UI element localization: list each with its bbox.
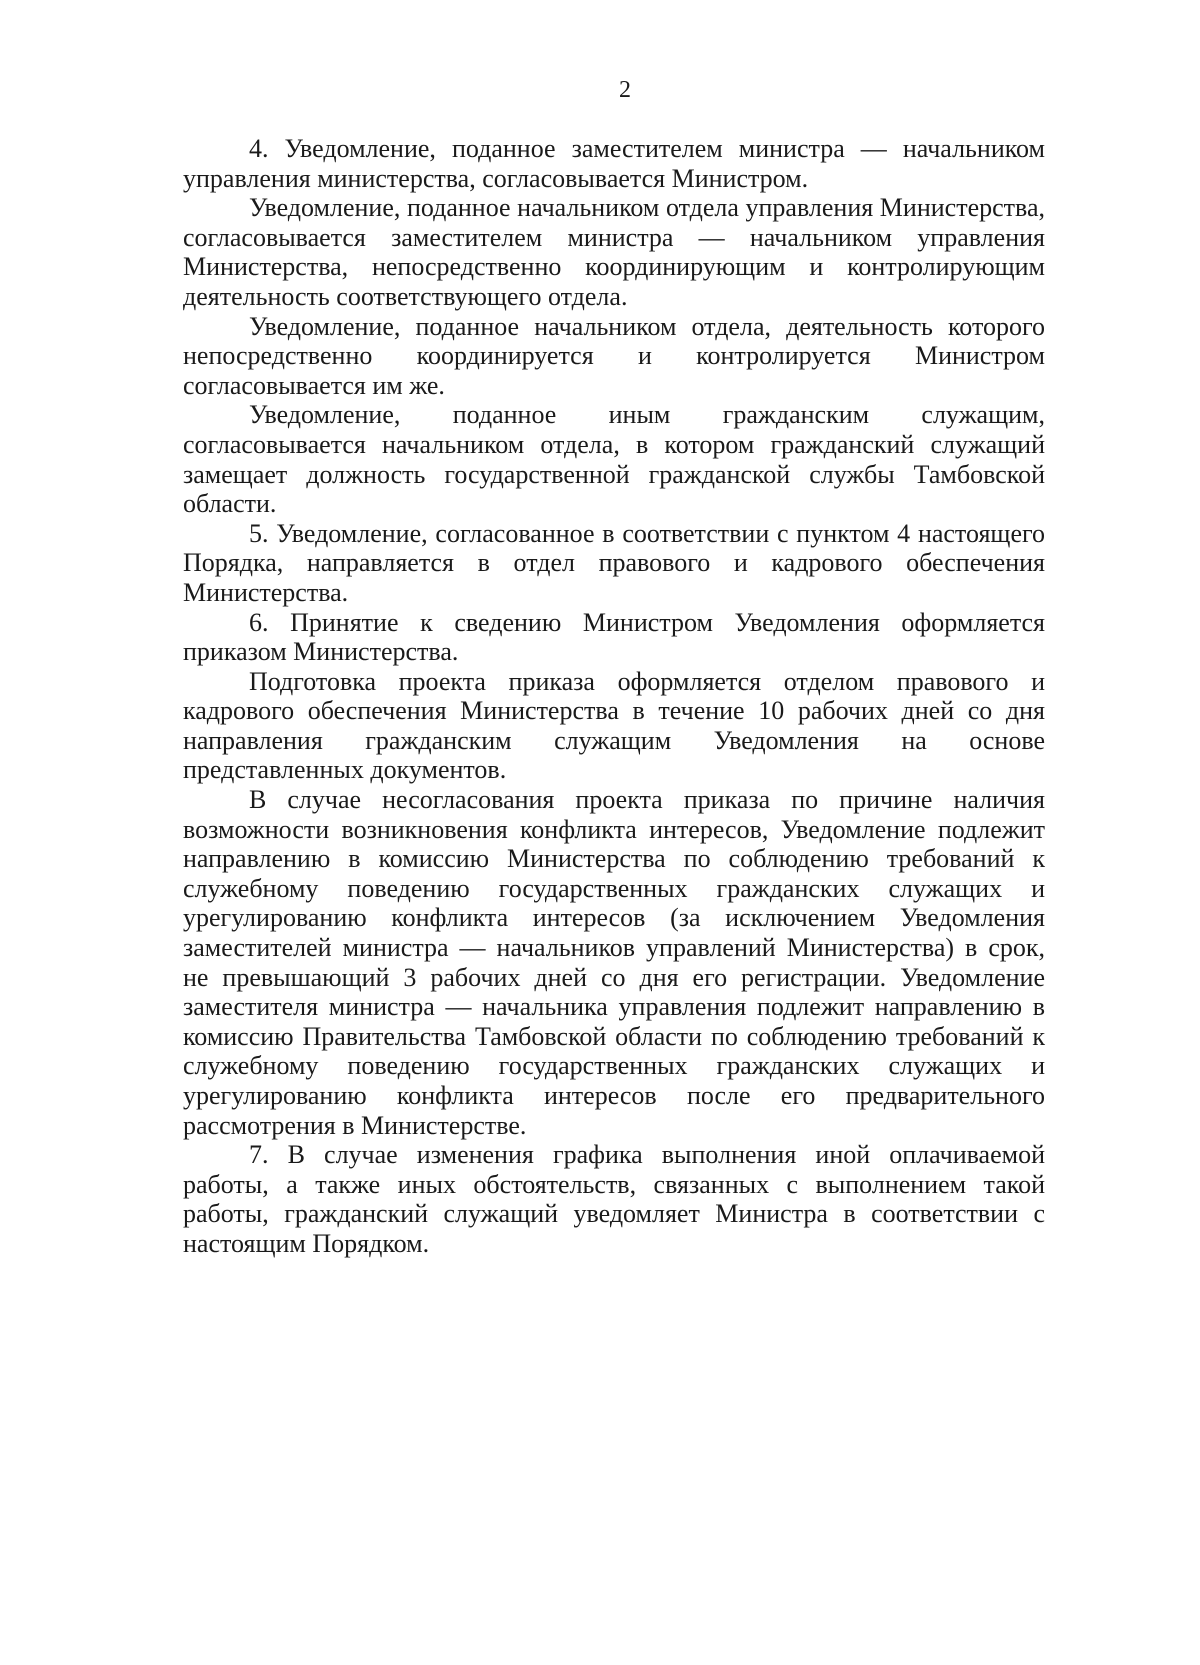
page-number: 2 xyxy=(619,77,631,103)
paragraph-item-5-forwarding: 5. Уведомление, согласованное в соответствии с пунктом 4 настоящего Порядка, направляется в отдел правового и кадрового обеспечения Министерства. xyxy=(183,518,1045,607)
paragraph-item-6-order: 6. Принятие к сведению Министром Уведомления оформляется приказом Министерства. xyxy=(183,607,1045,667)
paragraph-department-head-approval: Уведомление, поданное начальником отдела управления Министерства, согласовывается заместителем министра — начальником управления Министерства, непосредственно координирующим и контролирующим деятельность соответствующего отдела. xyxy=(183,193,1045,311)
paragraph-item-4-approval-by-minister: 4. Уведомление, поданное заместителем министра — начальником управления министерства, согласовывается Министром. xyxy=(183,134,1045,193)
paragraph-minister-supervised-department: Уведомление, поданное начальником отдела, деятельность которого непосредственно координируется и контролируется Министром согласовывается им же. xyxy=(183,311,1045,400)
document-body xyxy=(183,134,1045,1259)
paragraph-other-civil-servant: Уведомление, поданное иным гражданским служащим, согласовывается начальником отдела, в котором гражданский служащий замещает должность государственной гражданской службы Тамбовской области. xyxy=(183,400,1045,519)
paragraph-order-preparation: Подготовка проекта приказа оформляется отделом правового и кадрового обеспечения Министерства в течение 10 рабочих дней со дня направления гражданским служащим Уведомления на основе представленных документов. xyxy=(183,666,1045,785)
paragraph-conflict-of-interest: В случае несогласования проекта приказа по причине наличия возможности возникновения конфликта интересов, Уведомление подлежит направлению в комиссию Министерства по соблюдению требований к служебному поведению государственных гражданских служащих и урегулированию конфликта интересов (за исключением Уведомления заместителей министра — начальников управлений Министерства) в срок, не превышающий 3 рабочих дней со дня его регистрации. Уведомление заместителя министра — начальника управления подлежит направлению в комиссию Правительства Тамбовской области по соблюдению требований к служебному поведению государственных гражданских служащих и урегулированию конфликта интересов после его предварительного рассмотрения в Министерстве. xyxy=(183,785,1045,1140)
paragraph-item-7-changes: 7. В случае изменения графика выполнения иной оплачиваемой работы, а также иных обстоятельств, связанных с выполнением такой работы, гражданский служащий уведомляет Министра в соответствии с настоящим Порядком. xyxy=(183,1140,1045,1258)
